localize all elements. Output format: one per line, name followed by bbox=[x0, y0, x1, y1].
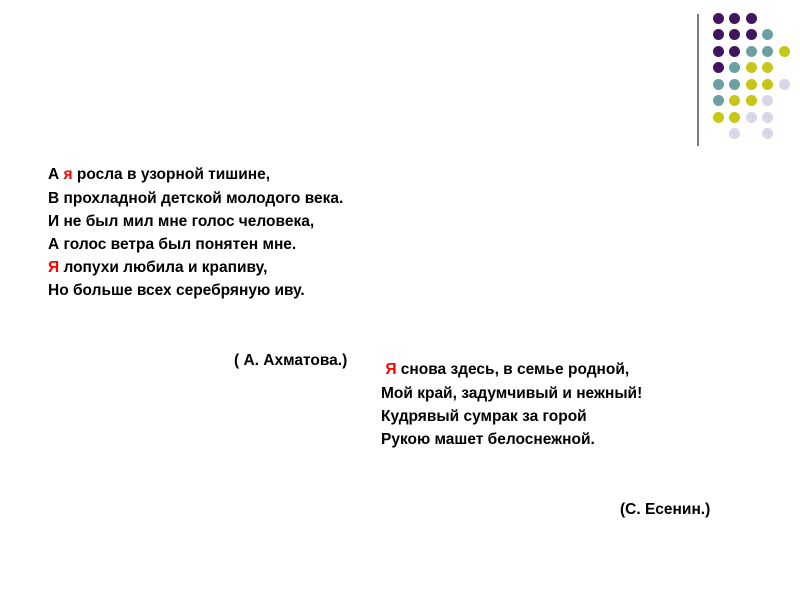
decorative-dot bbox=[729, 46, 740, 57]
decorative-dot bbox=[729, 13, 740, 24]
decorative-dot bbox=[746, 13, 757, 24]
poem-akhmatova-line bbox=[48, 256, 347, 279]
poem-akhmatova-accent-word: я bbox=[63, 166, 73, 184]
decorative-dot bbox=[779, 46, 790, 57]
decorative-dot bbox=[729, 62, 740, 73]
poem-esenin-line bbox=[381, 382, 710, 405]
poem-akhmatova bbox=[48, 117, 347, 419]
decorative-dot bbox=[729, 128, 740, 139]
decorative-dot bbox=[762, 29, 773, 40]
poem-esenin-text: Мой край, задумчивый и нежный! bbox=[381, 384, 643, 402]
decorative-dot bbox=[729, 29, 740, 40]
poem-akhmatova-line bbox=[48, 163, 347, 186]
poem-akhmatova-line bbox=[48, 210, 347, 233]
poem-akhmatova-line bbox=[48, 187, 347, 210]
decorative-dot bbox=[762, 46, 773, 57]
poem-esenin-accent-word: Я bbox=[385, 361, 397, 379]
poem-akhmatova-lines bbox=[48, 163, 347, 302]
decorative-dot bbox=[713, 79, 724, 90]
decorative-dot bbox=[729, 79, 740, 90]
decorative-dot bbox=[713, 13, 724, 24]
decorative-vertical-line bbox=[697, 14, 699, 146]
poem-esenin bbox=[381, 312, 710, 567]
poem-akhmatova-text: А голос ветра был понятен мне. bbox=[48, 235, 297, 253]
decorative-dot bbox=[713, 29, 724, 40]
poem-akhmatova-line bbox=[48, 233, 347, 256]
decorative-dot bbox=[746, 46, 757, 57]
decorative-dot bbox=[746, 62, 757, 73]
poem-akhmatova-text: И не был мил мне голос человека, bbox=[48, 212, 315, 230]
poem-akhmatova-line bbox=[48, 279, 347, 302]
decorative-dot bbox=[713, 112, 724, 123]
decorative-dot bbox=[713, 62, 724, 73]
decorative-dot bbox=[762, 128, 773, 139]
decorative-dot bbox=[729, 95, 740, 106]
poem-esenin-text: Кудрявый сумрак за горой bbox=[381, 407, 587, 425]
poem-esenin-line bbox=[381, 428, 710, 451]
decorative-dot bbox=[762, 62, 773, 73]
poem-esenin-line bbox=[381, 405, 710, 428]
decorative-dot bbox=[746, 95, 757, 106]
poem-akhmatova-text: Но больше всех серебряную иву. bbox=[48, 282, 305, 300]
poem-akhmatova-text: А bbox=[48, 166, 64, 184]
decorative-dot bbox=[729, 112, 740, 123]
decorative-dot bbox=[762, 79, 773, 90]
decorative-dot bbox=[762, 95, 773, 106]
poem-esenin-text: Рукою машет белоснежной. bbox=[381, 430, 595, 448]
decorative-dot bbox=[746, 29, 757, 40]
poem-akhmatova-text: В прохладной детской молодого века. bbox=[48, 189, 344, 207]
poem-akhmatova-author: ( А. Ахматова.) bbox=[234, 351, 348, 369]
poem-akhmatova-accent-word: Я bbox=[48, 259, 60, 277]
poem-esenin-text: снова здесь, в семье родной, bbox=[396, 361, 630, 379]
poem-esenin-lines bbox=[381, 358, 710, 451]
poem-akhmatova-text: лопухи любила и крапиву, bbox=[59, 259, 268, 277]
poem-esenin-line bbox=[381, 358, 710, 381]
decorative-dot bbox=[762, 112, 773, 123]
poem-akhmatova-text: росла в узорной тишине, bbox=[72, 166, 271, 184]
decorative-dot bbox=[779, 79, 790, 90]
decorative-dot bbox=[746, 112, 757, 123]
poem-esenin-author: (С. Есенин.) bbox=[620, 500, 711, 518]
decorative-dot bbox=[713, 46, 724, 57]
decorative-dot bbox=[746, 79, 757, 90]
decorative-dot bbox=[713, 95, 724, 106]
